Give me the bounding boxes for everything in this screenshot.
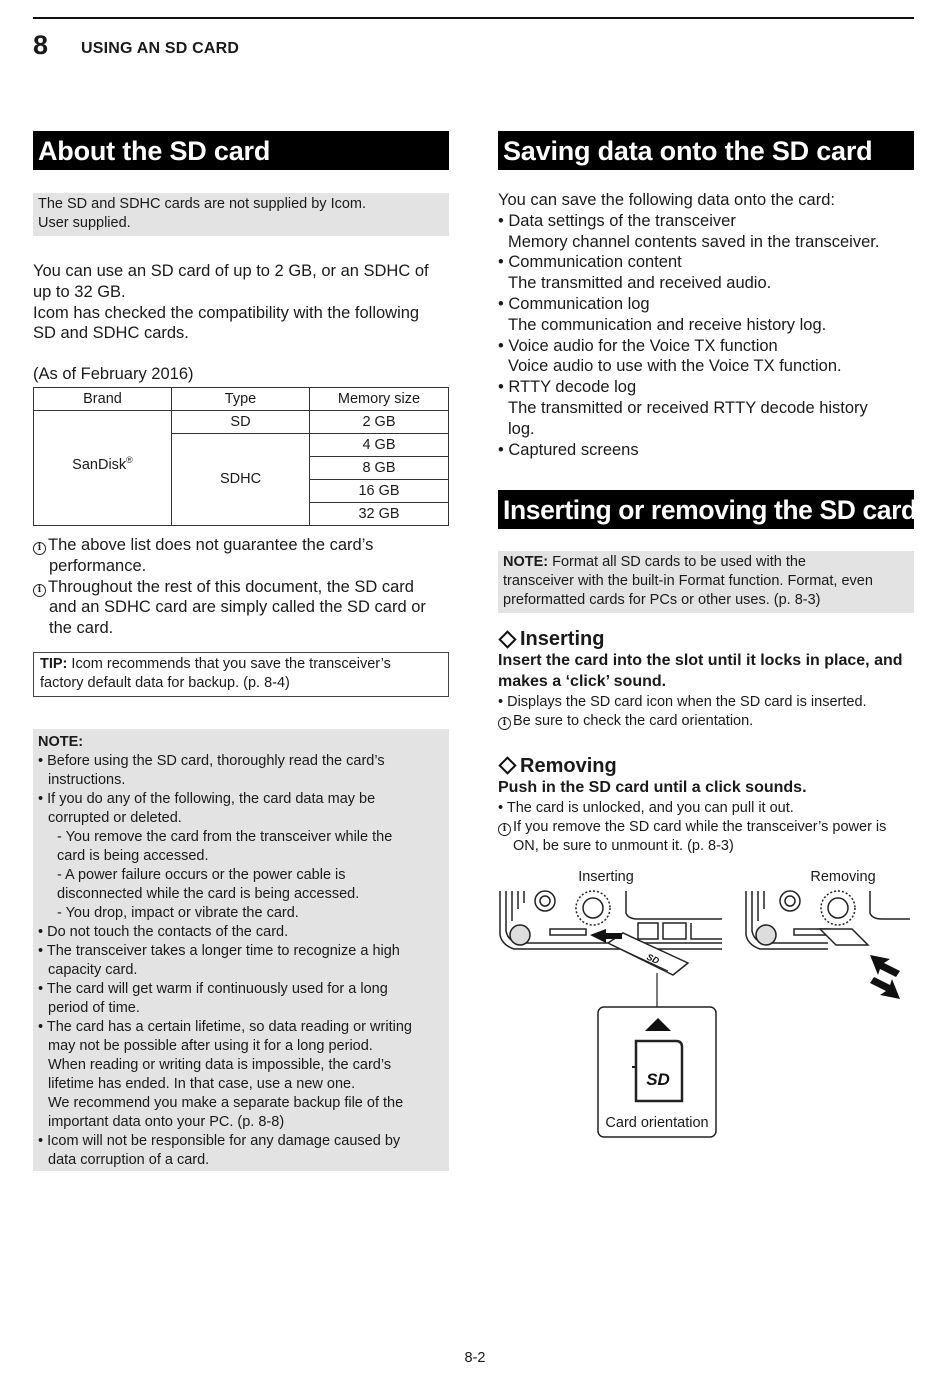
info-item [33, 577, 449, 639]
note-line: card is being accessed. [57, 847, 209, 864]
saving-line: Memory channel contents saved in the transceiver. [508, 232, 880, 251]
table-row [34, 410, 449, 433]
pull-arrow-icon [870, 977, 900, 999]
radio-panel-removing [746, 891, 910, 949]
brand-cell [34, 410, 172, 525]
saving-line: • RTTY decode log [498, 378, 637, 397]
intro-line: Icom has checked the compatibility with the following [33, 303, 420, 322]
note-text: transceiver with the built-in Format function. Format, even [503, 573, 873, 590]
section-title-inserting: Inserting or removing the SD card [498, 490, 914, 529]
diamond-icon [498, 630, 516, 648]
page-number: 8-2 [464, 1350, 486, 1366]
note-box [33, 729, 449, 1171]
saving-line: • Data settings of the transceiver [498, 211, 736, 230]
info-icon: i [498, 717, 511, 730]
section-title-about: About the SD card [33, 131, 449, 170]
note-line: When reading or writing data is impossible, the card’s [48, 1056, 392, 1073]
intro-paragraph [33, 261, 449, 344]
note-line: • Do not touch the contacts of the card. [38, 923, 289, 940]
removing-heading [498, 755, 914, 778]
table-header-cell: Brand [34, 387, 172, 410]
size-cell: 2 GB [310, 410, 449, 433]
header-rule [33, 17, 914, 19]
note-line: - You remove the card from the transceiver while the [57, 828, 393, 845]
note-text: preformatted cards for PCs or other uses. (p. 8-3) [503, 592, 821, 609]
table-header-cell: Memory size [310, 387, 449, 410]
section-title-saving: Saving data onto the SD card [498, 131, 914, 170]
table-header-cell: Type [172, 387, 310, 410]
note-line: • The transceiver takes a longer time to recognize a high [38, 942, 400, 959]
tip-text: factory default data for backup. (p. 8-4) [40, 675, 290, 692]
saving-line: • Captured screens [498, 440, 639, 459]
note-line: - You drop, impact or vibrate the card. [57, 904, 299, 921]
note-line: instructions. [48, 771, 126, 788]
inserting-bullet: • Displays the SD card icon when the SD card is inserted. [498, 693, 867, 710]
note-line: disconnected while the card is being accessed. [57, 885, 360, 902]
note-line: • The card will get warm if continuously used for a long [38, 980, 388, 997]
inserting-info [498, 712, 914, 731]
brand-name: SanDisk [72, 456, 127, 473]
info-item [33, 535, 449, 577]
note-line: important data onto your PC. (p. 8-8) [48, 1113, 285, 1130]
push-arrow-icon [870, 955, 900, 977]
table-header-row [34, 387, 449, 410]
sd-card-figure [498, 863, 914, 1163]
left-column [33, 131, 449, 1171]
saving-line: log. [508, 419, 535, 438]
info-text: Throughout the rest of this document, the SD card [48, 577, 414, 596]
note-line: • Before using the SD card, thoroughly read the card’s [38, 752, 385, 769]
note-line: data corruption of a card. [48, 1151, 210, 1168]
tip-label: TIP: [40, 655, 68, 672]
type-cell-sdhc: SDHC [172, 433, 310, 525]
saving-line: You can save the following data onto the card: [498, 191, 835, 209]
diamond-icon [498, 756, 516, 774]
as-of-date: (As of February 2016) [33, 365, 194, 384]
note-line: • The card has a certain lifetime, so data reading or writing [38, 1018, 412, 1035]
card-orientation-label: Card orientation [605, 1114, 709, 1131]
info-text: performance. [49, 556, 147, 575]
figure-label-inserting: Inserting [578, 868, 634, 885]
figure-label-removing: Removing [810, 868, 876, 885]
supply-note-box [33, 193, 449, 236]
intro-line: SD and SDHC cards. [33, 324, 189, 343]
supply-note-line: The SD and SDHC cards are not supplied by Icom. [38, 196, 367, 212]
registered-mark: ® [126, 455, 133, 466]
instruction-line: Insert the card into the slot until it locks in place, and [498, 652, 903, 670]
chapter-number: 8 [33, 30, 49, 60]
saving-line: • Communication log [498, 294, 650, 313]
saving-line: • Voice audio for the Voice TX function [498, 336, 778, 355]
card-sd-label-small: SD [645, 951, 661, 966]
supply-note-line: User supplied. [38, 215, 131, 231]
saving-line: The communication and receive history log. [508, 315, 827, 334]
removing-heading-text: Removing [520, 754, 617, 777]
note-line: • Icom will not be responsible for any damage caused by [38, 1132, 401, 1149]
info-icon: i [33, 542, 46, 555]
info-text: the card. [49, 619, 114, 638]
saving-line: The transmitted and received audio. [508, 274, 772, 293]
info-icon: i [498, 823, 511, 836]
info-text: Be sure to check the card orientation. [513, 712, 754, 729]
instruction-line: makes a ‘click’ sound. [498, 673, 667, 691]
inserting-instruction [498, 651, 914, 693]
info-text: ON, be sure to unmount it. (p. 8-3) [513, 837, 734, 854]
saving-list [498, 190, 914, 460]
size-cell: 4 GB [310, 433, 449, 456]
note-lines [38, 752, 444, 1170]
intro-line: You can use an SD card of up to 2 GB, or an SDHC of [33, 262, 429, 280]
size-cell: 32 GB [310, 502, 449, 525]
note-line: - A power failure occurs or the power cable is [57, 866, 346, 883]
note-line: lifetime has ended. In that case, use a new one. [48, 1075, 356, 1092]
info-text: The above list does not guarantee the card’s [48, 535, 374, 554]
note-line: We recommend you make a separate backup file of the [48, 1094, 404, 1111]
removing-bullet: • The card is unlocked, and you can pull it out. [498, 799, 794, 816]
note-line: may not be possible after using it for a long period. [48, 1037, 373, 1054]
note-text: Format all SD cards to be used with the [548, 554, 807, 571]
compatible-cards-table [33, 387, 449, 526]
size-cell: 8 GB [310, 456, 449, 479]
note-label: NOTE: [38, 733, 84, 750]
note-line: • If you do any of the following, the card data may be [38, 790, 376, 807]
right-column [498, 131, 917, 1163]
inserting-heading [498, 628, 914, 651]
inserting-heading-text: Inserting [520, 628, 605, 651]
note-line: corrupted or deleted. [48, 809, 182, 826]
info-text: If you remove the SD card while the transceiver’s power is [513, 818, 887, 835]
tip-text: Icom recommends that you save the transceiver’s [67, 655, 391, 672]
info-icon: i [33, 584, 46, 597]
saving-line: Voice audio to use with the Voice TX function. [508, 357, 842, 376]
removing-instruction: Push in the SD card until a click sounds. [498, 778, 807, 796]
note-line: capacity card. [48, 961, 138, 978]
note-label: NOTE: [503, 554, 549, 571]
tip-box [33, 652, 449, 697]
size-cell: 16 GB [310, 479, 449, 502]
type-cell-sd: SD [172, 410, 310, 433]
info-list [33, 535, 449, 639]
format-note-box [498, 551, 914, 613]
intro-line: up to 32 GB. [33, 282, 126, 301]
chapter-title: USING AN SD CARD [81, 40, 240, 57]
note-line: period of time. [48, 999, 140, 1016]
removing-info [498, 818, 914, 856]
card-sd-label: SD [646, 1069, 670, 1089]
saving-line: The transmitted or received RTTY decode history [508, 398, 868, 417]
info-text: and an SDHC card are simply called the SD card or [49, 598, 426, 617]
saving-line: • Communication content [498, 253, 682, 272]
